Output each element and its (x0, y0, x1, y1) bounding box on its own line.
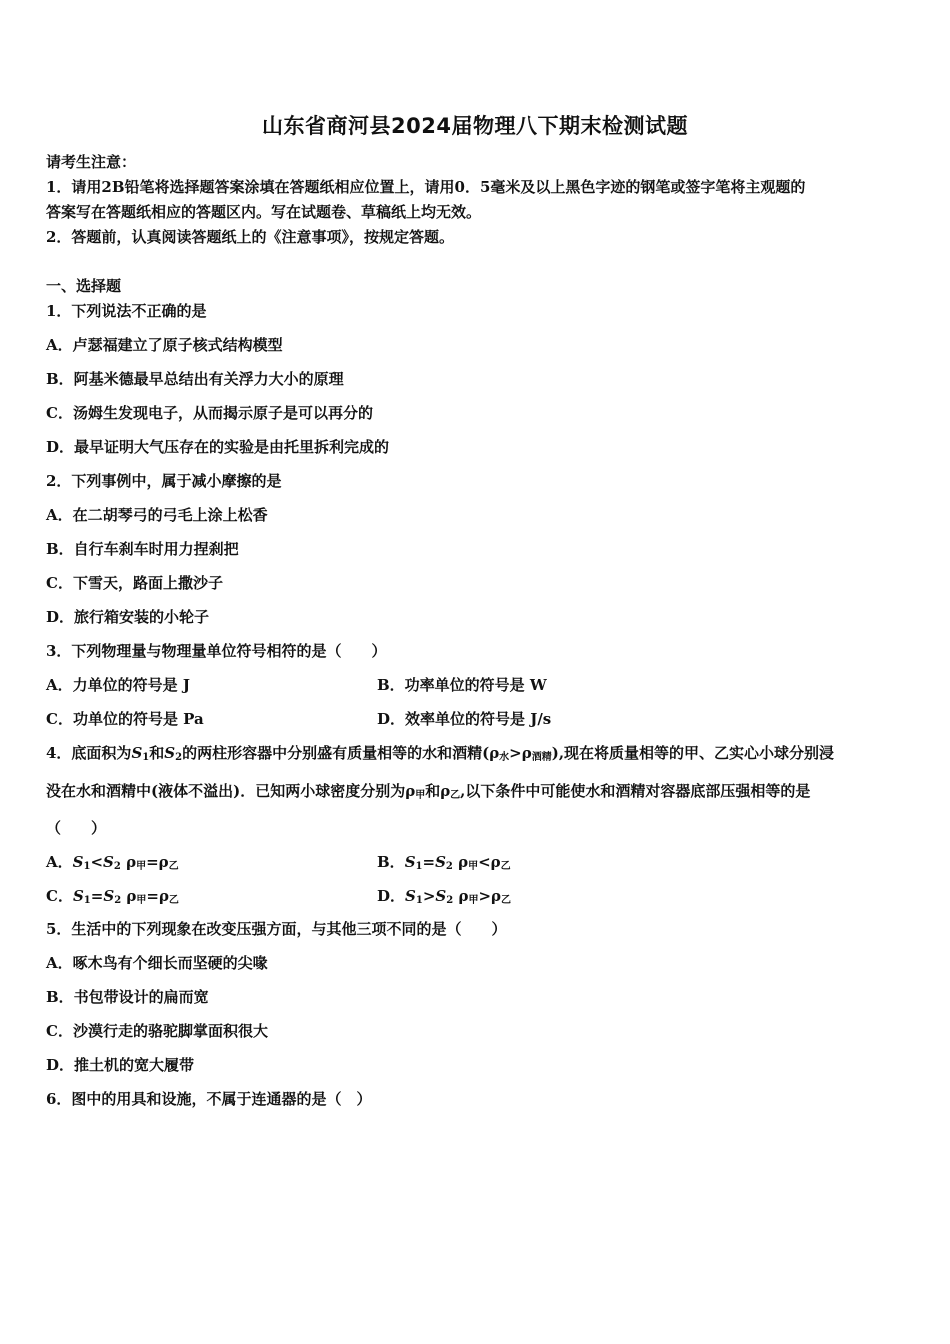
q4-subscript: 乙 (500, 861, 511, 872)
q1-option-c: C．汤姆生发现电子，从而揭示原子是可以再分的 (46, 404, 373, 422)
q4-subscript: 水 (499, 752, 510, 763)
q4-option-a (46, 852, 179, 877)
q4-subscript: 1 (415, 861, 423, 872)
q4-rho: ρ (458, 887, 469, 905)
q4-operator: =ρ (146, 853, 169, 871)
q5-option-a: A．啄木鸟有个细长而坚硬的尖喙 (46, 954, 268, 972)
q4-subscript: 2 (446, 895, 454, 906)
q4-text: 的两柱形容器中分别盛有质量相等的水和酒精(ρ (182, 744, 500, 762)
q4-stem-line-3: （ ） (46, 819, 107, 837)
q4-rho: ρ (126, 853, 137, 871)
q4-subscript: 乙 (500, 895, 511, 906)
q4-subscript: 乙 (450, 790, 461, 801)
q4-subscript: 1 (83, 895, 91, 906)
q2-option-b: B．自行车刹车时用力捏刹把 (46, 540, 239, 558)
q4-stem-line-2 (46, 781, 810, 806)
q5-option-d: D．推土机的宽大履带 (46, 1056, 195, 1074)
q4-symbol-s: S (72, 853, 84, 871)
notice-line-1a: 1．请用2B铅笔将选择题答案涂填在答题纸相应位置上，请用0．5毫米及以上黑色字迹的钢笔或签字笔将主观题的 (46, 178, 806, 196)
q4-operator: = (422, 853, 436, 871)
q4-subscript: 2 (113, 861, 121, 872)
q3-option-a: A．力单位的符号是 J (46, 676, 190, 694)
q4-symbol-s: S (435, 853, 446, 871)
q4-subscript: 酒精 (531, 752, 552, 763)
q4-text: 和ρ (425, 782, 451, 800)
q4-symbol-s: S (404, 853, 416, 871)
q4-operator: > (422, 887, 436, 905)
page-title: 山东省商河县2024届物理八下期末检测试题 (262, 114, 688, 138)
q4-option-d (377, 886, 511, 911)
q4-symbol-s: S (164, 744, 176, 762)
option-label: B． (377, 853, 405, 871)
q4-symbol-s: S (72, 887, 84, 905)
q4-symbol-s: S (103, 853, 114, 871)
notice-heading: 请考生注意： (46, 153, 137, 171)
q4-text: 和 (149, 744, 165, 762)
q4-operator: =ρ (146, 887, 169, 905)
option-label: C． (46, 887, 73, 905)
q1-option-b: B．阿基米德最早总结出有关浮力大小的原理 (46, 370, 344, 388)
q4-operator: < (90, 853, 104, 871)
q4-subscript: 甲 (136, 895, 147, 906)
q4-text: 4．底面积为 (46, 744, 132, 762)
q4-subscript: 2 (445, 861, 453, 872)
q4-symbol-s: S (435, 887, 447, 905)
q4-text: ),现在将质量相等的甲、乙实心小球分别浸 (551, 744, 835, 762)
notice-line-1b: 答案写在答题纸相应的答题区内。写在试题卷、草稿纸上均无效。 (46, 203, 482, 221)
q4-rho: ρ (126, 887, 137, 905)
q1-stem: 1．下列说法不正确的是 (46, 302, 207, 320)
q4-subscript: 甲 (468, 861, 479, 872)
q5-stem: 5．生活中的下列现象在改变压强方面，与其他三项不同的是（ ） (46, 920, 507, 938)
q4-subscript: 2 (114, 895, 122, 906)
q2-stem: 2．下列事例中，属于减小摩擦的是 (46, 472, 282, 490)
q6-stem: 6．图中的用具和设施，不属于连通器的是（ ） (46, 1090, 372, 1108)
q4-subscript: 甲 (136, 861, 147, 872)
section-title: 一、选择题 (46, 277, 122, 295)
q4-text: 没在水和酒精中(液体不溢出)．已知两小球密度分别为ρ (46, 782, 416, 800)
q4-option-c (46, 886, 179, 911)
q4-subscript: 1 (415, 895, 423, 906)
q4-text: >ρ (509, 744, 532, 762)
q4-subscript: 乙 (168, 895, 179, 906)
q4-option-b (377, 852, 511, 877)
q1-option-a: A．卢瑟福建立了原子核式结构模型 (46, 336, 283, 354)
q4-rho: ρ (458, 853, 469, 871)
q4-operator: = (90, 887, 104, 905)
q5-option-b: B．书包带设计的扁而宽 (46, 988, 209, 1006)
q4-symbol-s: S (103, 887, 115, 905)
option-label: D． (377, 887, 406, 905)
q4-subscript: 甲 (468, 895, 479, 906)
q4-operator: >ρ (478, 887, 501, 905)
q3-option-c: C．功单位的符号是 Pa (46, 710, 204, 728)
q4-text: ,以下条件中可能使水和酒精对容器底部压强相等的是 (460, 782, 811, 800)
notice-line-2: 2．答题前，认真阅读答题纸上的《注意事项》，按规定答题。 (46, 228, 454, 246)
q1-option-d: D．最早证明大气压存在的实验是由托里拆利完成的 (46, 438, 390, 456)
q2-option-d: D．旅行箱安装的小轮子 (46, 608, 210, 626)
q4-subscript: 甲 (415, 790, 426, 801)
q4-operator: <ρ (478, 853, 501, 871)
q5-option-c: C．沙漠行走的骆驼脚掌面积很大 (46, 1022, 268, 1040)
q4-symbol-s: S (405, 887, 416, 905)
q4-symbol-s: S (131, 744, 143, 762)
q3-option-d: D．效率单位的符号是 J/s (377, 710, 552, 728)
q2-option-a: A．在二胡琴弓的弓毛上涂上松香 (46, 506, 268, 524)
q4-stem-line-1 (46, 743, 834, 768)
q4-subscript: 1 (142, 752, 150, 763)
q4-subscript: 1 (83, 861, 91, 872)
q4-subscript: 乙 (168, 861, 179, 872)
q3-option-b: B．功率单位的符号是 W (377, 676, 547, 694)
q4-subscript: 2 (175, 752, 183, 763)
option-label: A． (46, 853, 73, 871)
q2-option-c: C．下雪天，路面上撒沙子 (46, 574, 223, 592)
q3-stem: 3．下列物理量与物理量单位符号相符的是（ ） (46, 642, 387, 660)
